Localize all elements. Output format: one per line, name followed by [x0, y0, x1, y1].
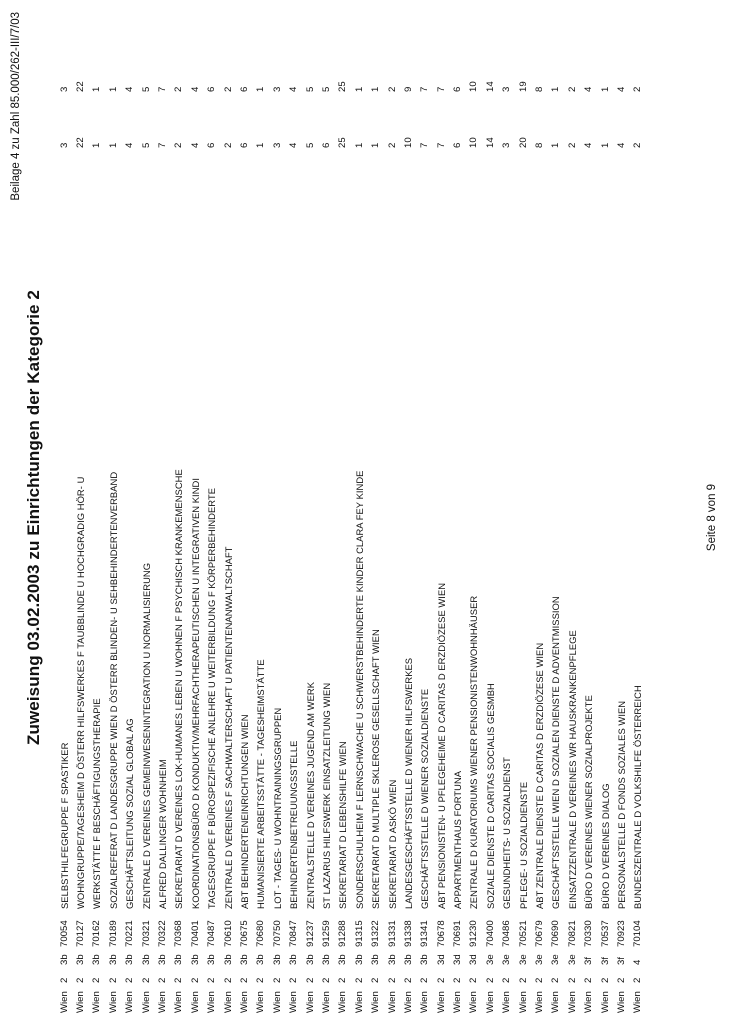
cell-category: 2 — [75, 977, 87, 983]
cell-number: 70610 — [222, 920, 234, 947]
cell-value-1: 2 — [566, 142, 578, 148]
cell-location: Wien — [271, 991, 283, 1013]
cell-value-2: 2 — [173, 86, 185, 92]
cell-number: 70923 — [615, 920, 627, 947]
cell-category: 2 — [517, 977, 529, 983]
cell-category: 2 — [534, 977, 546, 983]
cell-category: 2 — [238, 977, 250, 983]
cell-institution-name: ALFRED DALLINGER WOHNHEIM — [157, 759, 169, 909]
cell-category: 2 — [271, 977, 283, 983]
cell-category: 2 — [484, 977, 496, 983]
cell-category: 2 — [353, 977, 365, 983]
cell-value-2: 3 — [501, 86, 513, 92]
cell-category: 2 — [320, 977, 332, 983]
cell-value-1: 1 — [599, 142, 611, 148]
cell-value-2: 10 — [468, 81, 480, 92]
cell-institution-name: GESCHÄFTSSTELLE WIEN D SOZIALEN DIENSTE D ADVENTMISSION — [550, 596, 562, 909]
cell-category: 2 — [583, 977, 595, 983]
cell-subcategory: 3b — [255, 954, 267, 965]
cell-value-1: 2 — [632, 142, 644, 148]
cell-value-2: 25 — [337, 81, 349, 92]
cell-subcategory: 3b — [288, 954, 300, 965]
cell-category: 2 — [91, 977, 103, 983]
cell-number: 91338 — [402, 920, 414, 947]
cell-location: Wien — [599, 991, 611, 1013]
cell-value-1: 3 — [501, 142, 513, 148]
cell-value-1: 14 — [484, 137, 496, 148]
cell-location: Wien — [255, 991, 267, 1013]
cell-location: Wien — [206, 991, 218, 1013]
cell-category: 2 — [222, 977, 234, 983]
cell-value-2: 2 — [386, 86, 398, 92]
cell-value-1: 1 — [550, 142, 562, 148]
cell-number: 70400 — [484, 920, 496, 947]
cell-institution-name: ZENTRALE D KURATORIUMS WIENER PENSIONISTENWOHNHÄUSER — [468, 595, 480, 909]
page-number: Seite 8 von 9 — [706, 483, 718, 552]
cell-institution-name: BUNDESZENTRALE D VOLKSHILFE ÖSTERREICH — [632, 685, 644, 909]
cell-category: 2 — [501, 977, 513, 983]
cell-value-1: 20 — [517, 137, 529, 148]
cell-number: 70821 — [566, 920, 578, 947]
cell-category: 2 — [468, 977, 480, 983]
cell-value-1: 5 — [140, 142, 152, 148]
cell-subcategory: 3e — [566, 954, 578, 965]
cell-location: Wien — [386, 991, 398, 1013]
table-row — [154, 52, 170, 1013]
cell-value-1: 10 — [468, 137, 480, 148]
cell-subcategory: 3b — [124, 954, 136, 965]
cell-location: Wien — [320, 991, 332, 1013]
table-row — [105, 52, 121, 1013]
cell-institution-name: BEHINDERTENBETREUUNGSSTELLE — [288, 740, 300, 909]
table-row — [122, 52, 138, 1013]
cell-number: 70162 — [91, 920, 103, 947]
cell-location: Wien — [615, 991, 627, 1013]
table-row — [400, 52, 416, 1013]
cell-number: 70750 — [271, 920, 283, 947]
cell-value-1: 1 — [107, 142, 119, 148]
cell-value-1: 25 — [337, 137, 349, 148]
cell-subcategory: 3b — [370, 954, 382, 965]
cell-location: Wien — [173, 991, 185, 1013]
table-row — [187, 52, 203, 1013]
table-row — [597, 52, 613, 1013]
cell-value-1: 7 — [157, 142, 169, 148]
cell-value-1: 4 — [124, 142, 136, 148]
cell-number: 70680 — [255, 920, 267, 947]
cell-category: 2 — [107, 977, 119, 983]
cell-subcategory: 3b — [386, 954, 398, 965]
cell-number: 70322 — [157, 920, 169, 947]
cell-value-1: 4 — [615, 142, 627, 148]
cell-number: 91331 — [386, 920, 398, 947]
cell-subcategory: 3b — [238, 954, 250, 965]
cell-location: Wien — [91, 991, 103, 1013]
cell-institution-name: SEKRETARIAT D LEBENSHILFE WIEN — [337, 741, 349, 909]
cell-location: Wien — [238, 991, 250, 1013]
cell-category: 2 — [599, 977, 611, 983]
cell-institution-name: ZENTRALSTELLE D VEREINES JUGEND AM WERK — [304, 682, 316, 909]
cell-value-2: 4 — [583, 86, 595, 92]
cell-subcategory: 3e — [484, 954, 496, 965]
cell-category: 2 — [419, 977, 431, 983]
cell-location: Wien — [157, 991, 169, 1013]
table-row — [351, 52, 367, 1013]
table-row — [285, 52, 301, 1013]
cell-value-2: 2 — [566, 86, 578, 92]
cell-value-2: 14 — [484, 81, 496, 92]
cell-location: Wien — [124, 991, 136, 1013]
cell-institution-name: ABT PENSIONISTEN- U PFLEGEHEIME D CARITAS D ERZDIÖZESE WIEN — [435, 582, 447, 909]
cell-value-2: 8 — [534, 86, 546, 92]
cell-value-2: 1 — [353, 86, 365, 92]
cell-subcategory: 3b — [75, 954, 87, 965]
cell-category: 2 — [337, 977, 349, 983]
cell-value-2: 4 — [124, 86, 136, 92]
cell-subcategory: 3d — [452, 954, 464, 965]
cell-value-2: 7 — [419, 86, 431, 92]
cell-subcategory: 3f — [615, 956, 627, 965]
cell-location: Wien — [222, 991, 234, 1013]
table-row — [72, 52, 88, 1013]
cell-value-2: 6 — [452, 86, 464, 92]
cell-value-1: 7 — [435, 142, 447, 148]
cell-value-1: 10 — [402, 137, 414, 148]
cell-category: 2 — [124, 977, 136, 983]
cell-location: Wien — [435, 991, 447, 1013]
cell-value-2: 4 — [288, 86, 300, 92]
cell-subcategory: 3b — [189, 954, 201, 965]
table-row — [269, 52, 285, 1013]
cell-value-2: 1 — [107, 86, 119, 92]
cell-subcategory: 3e — [517, 954, 529, 965]
cell-institution-name: SEKRETARIAT D VEREINES LOK-HUMANES LEBEN U WOHNEN F PSYCHISCH KRANKEMENSCHE — [173, 469, 185, 909]
cell-institution-name: SOZIALREFERAT D LANDESGRUPPE WIEN D ÖSTERR BLINDEN- U SEHBEHINDERTENVERBAND — [107, 471, 119, 909]
table-row — [613, 52, 629, 1013]
cell-number: 70330 — [583, 920, 595, 947]
cell-institution-name: SOZIALE DIENSTE D CARITAS SOCIALIS GESMBH — [484, 683, 496, 909]
cell-value-1: 2 — [386, 142, 398, 148]
cell-value-1: 4 — [583, 142, 595, 148]
cell-institution-name: ABT ZENTRALE DIENSTE D CARITAS D ERZDIÖZESE WIEN — [534, 642, 546, 909]
table-row — [89, 52, 105, 1013]
cell-subcategory: 3b — [419, 954, 431, 965]
cell-institution-name: PFLEGE- U SOZIALDIENSTE — [517, 781, 529, 909]
cell-institution-name: GESCHÄFTSLEITUNG SOZIAL GLOBAL AG — [124, 718, 136, 909]
cell-number: 70368 — [173, 920, 185, 947]
cell-value-2: 4 — [189, 86, 201, 92]
cell-location: Wien — [550, 991, 562, 1013]
cell-value-2: 6 — [206, 86, 218, 92]
table-row — [417, 52, 433, 1013]
cell-value-1: 6 — [238, 142, 250, 148]
cell-institution-name: WERKSTÄTTE F BESCHÄFTIGUNGSTHERAPIE — [91, 698, 103, 909]
table-row — [318, 52, 334, 1013]
table-row — [499, 52, 515, 1013]
cell-location: Wien — [58, 991, 70, 1013]
cell-location: Wien — [632, 991, 644, 1013]
cell-category: 2 — [58, 977, 70, 983]
table-row — [220, 52, 236, 1013]
cell-number: 70487 — [206, 920, 218, 947]
cell-value-1: 3 — [271, 142, 283, 148]
cell-location: Wien — [288, 991, 300, 1013]
cell-subcategory: 3e — [534, 954, 546, 965]
cell-location: Wien — [337, 991, 349, 1013]
cell-category: 2 — [566, 977, 578, 983]
cell-location: Wien — [75, 991, 87, 1013]
cell-number: 91237 — [304, 920, 316, 947]
cell-location: Wien — [402, 991, 414, 1013]
cell-value-2: 1 — [370, 86, 382, 92]
cell-subcategory: 3b — [173, 954, 185, 965]
cell-location: Wien — [189, 991, 201, 1013]
cell-value-1: 1 — [353, 142, 365, 148]
cell-subcategory: 3b — [222, 954, 234, 965]
cell-value-1: 5 — [304, 142, 316, 148]
cell-category: 2 — [304, 977, 316, 983]
cell-number: 70537 — [599, 920, 611, 947]
cell-value-2: 9 — [402, 86, 414, 92]
cell-number: 70189 — [107, 920, 119, 947]
cell-value-2: 2 — [222, 86, 234, 92]
cell-subcategory: 4 — [632, 959, 644, 965]
cell-subcategory: 3e — [550, 954, 562, 965]
table-row — [253, 52, 269, 1013]
cell-subcategory: 3f — [599, 956, 611, 965]
cell-value-2: 4 — [615, 86, 627, 92]
cell-subcategory: 3b — [304, 954, 316, 965]
cell-number: 91230 — [468, 920, 480, 947]
cell-category: 2 — [173, 977, 185, 983]
cell-value-2: 6 — [238, 86, 250, 92]
table-row — [335, 52, 351, 1013]
cell-subcategory: 3b — [402, 954, 414, 965]
cell-value-2: 7 — [157, 86, 169, 92]
cell-number: 91341 — [419, 920, 431, 947]
cell-value-1: 6 — [206, 142, 218, 148]
cell-category: 2 — [189, 977, 201, 983]
cell-location: Wien — [304, 991, 316, 1013]
cell-number: 91288 — [337, 920, 349, 947]
cell-location: Wien — [501, 991, 513, 1013]
cell-category: 2 — [288, 977, 300, 983]
table-row — [515, 52, 531, 1013]
cell-location: Wien — [452, 991, 464, 1013]
cell-institution-name: TAGESGRUPPE F BÜROSPEZIFISCHE ANLEHRE U WEITERBILDUNG F KÖRPERBEHINDERTE — [206, 487, 218, 909]
cell-subcategory: 3b — [107, 954, 119, 965]
cell-institution-name: SELBSTHILFEGRUPPE F SPASTIKER — [58, 742, 70, 909]
cell-location: Wien — [107, 991, 119, 1013]
table-row — [171, 52, 187, 1013]
table-row — [204, 52, 220, 1013]
cell-number: 70104 — [632, 920, 644, 947]
cell-institution-name: SEKRETARIAT D ASKÖ WIEN — [386, 779, 398, 909]
cell-institution-name: PERSONALSTELLE D FONDS SOZIALES WIEN — [615, 700, 627, 909]
cell-value-2: 1 — [550, 86, 562, 92]
cell-number: 70127 — [75, 920, 87, 947]
cell-category: 2 — [206, 977, 218, 983]
cell-institution-name: HUMANISIERTE ARBEITSSTÄTTE - TAGESHEIMSTÄTTE — [255, 659, 267, 909]
cell-value-1: 8 — [534, 142, 546, 148]
table-row — [581, 52, 597, 1013]
cell-location: Wien — [353, 991, 365, 1013]
table-row — [449, 52, 465, 1013]
cell-category: 2 — [632, 977, 644, 983]
cell-subcategory: 3b — [337, 954, 349, 965]
table-row — [236, 52, 252, 1013]
cell-location: Wien — [468, 991, 480, 1013]
cell-institution-name: APPARTMENTHAUS FORTUNA — [452, 770, 464, 909]
cell-value-1: 2 — [173, 142, 185, 148]
cell-category: 2 — [255, 977, 267, 983]
cell-value-1: 4 — [189, 142, 201, 148]
cell-value-2: 19 — [517, 81, 529, 92]
cell-institution-name: BÜRO D VEREINES WIENER SOZIALPROJEKTE — [583, 695, 595, 909]
table-row — [531, 52, 547, 1013]
table-row — [564, 52, 580, 1013]
cell-institution-name: ST LAZARUS HILFSWERK EINSATZLEITUNG WIEN — [320, 682, 332, 909]
cell-institution-name: SONDERSCHULHEIM F LERNSCHWACHE U SCHWERSTBEHINDERTE KINDER CLARA FEY KINDE — [353, 470, 365, 909]
cell-number: 70486 — [501, 920, 513, 947]
cell-value-2: 5 — [320, 86, 332, 92]
cell-number: 70679 — [534, 920, 546, 947]
cell-institution-name: ZENTRALE D VEREINES F SACHWALTERSCHAFT U PATIENTENANWALTSCHAFT — [222, 546, 234, 909]
cell-subcategory: 3b — [271, 954, 283, 965]
cell-institution-name: GESCHÄFTSSTELLE D WIENER SOZIALDIENSTE — [419, 688, 431, 909]
cell-number: 70675 — [238, 920, 250, 947]
cell-value-1: 4 — [288, 142, 300, 148]
cell-subcategory: 3d — [435, 954, 447, 965]
cell-value-2: 3 — [271, 86, 283, 92]
cell-number: 70221 — [124, 920, 136, 947]
allocation-table — [56, 52, 646, 1013]
cell-location: Wien — [583, 991, 595, 1013]
cell-subcategory: 3b — [353, 954, 365, 965]
cell-location: Wien — [534, 991, 546, 1013]
cell-subcategory: 3d — [468, 954, 480, 965]
cell-number: 91315 — [353, 920, 365, 947]
cell-subcategory: 3b — [140, 954, 152, 965]
cell-category: 2 — [140, 977, 152, 983]
cell-category: 2 — [452, 977, 464, 983]
cell-subcategory: 3b — [91, 954, 103, 965]
cell-number: 70847 — [288, 920, 300, 947]
cell-institution-name: GESUNDHEITS- U SOZIALDIENST — [501, 757, 513, 909]
cell-value-1: 7 — [419, 142, 431, 148]
cell-number: 70521 — [517, 920, 529, 947]
table-row — [367, 52, 383, 1013]
cell-number: 91322 — [370, 920, 382, 947]
cell-subcategory: 3b — [157, 954, 169, 965]
table-row — [302, 52, 318, 1013]
cell-category: 2 — [550, 977, 562, 983]
cell-location: Wien — [566, 991, 578, 1013]
cell-category: 2 — [157, 977, 169, 983]
cell-value-1: 1 — [370, 142, 382, 148]
cell-location: Wien — [419, 991, 431, 1013]
cell-location: Wien — [370, 991, 382, 1013]
cell-value-2: 7 — [435, 86, 447, 92]
cell-subcategory: 3f — [583, 956, 595, 965]
table-row — [548, 52, 564, 1013]
cell-value-2: 1 — [255, 86, 267, 92]
cell-category: 2 — [615, 977, 627, 983]
cell-institution-name: LOT - TAGES- U WOHNTRAININGSGRUPPEN — [271, 707, 283, 909]
cell-value-1: 6 — [320, 142, 332, 148]
cell-category: 2 — [370, 977, 382, 983]
cell-number: 91259 — [320, 920, 332, 947]
cell-number: 70691 — [452, 920, 464, 947]
cell-institution-name: BÜRO D VEREINES DIALOG — [599, 783, 611, 909]
cell-value-2: 2 — [632, 86, 644, 92]
cell-location: Wien — [484, 991, 496, 1013]
cell-value-1: 1 — [255, 142, 267, 148]
table-row — [138, 52, 154, 1013]
cell-category: 2 — [402, 977, 414, 983]
cell-value-1: 6 — [452, 142, 464, 148]
page-title: Zuweisung 03.02.2003 zu Einrichtungen der Kategorie 2 — [24, 290, 43, 745]
cell-value-2: 5 — [140, 86, 152, 92]
table-row — [466, 52, 482, 1013]
cell-subcategory: 3b — [206, 954, 218, 965]
cell-category: 2 — [435, 977, 447, 983]
table-row — [482, 52, 498, 1013]
cell-institution-name: ABT BEHINDERTENEINRICHTUNGEN WIEN — [238, 714, 250, 909]
cell-value-2: 1 — [599, 86, 611, 92]
table-row — [56, 52, 72, 1013]
cell-subcategory: 3b — [58, 954, 70, 965]
table-row — [630, 52, 646, 1013]
cell-number: 70678 — [435, 920, 447, 947]
cell-category: 2 — [386, 977, 398, 983]
cell-institution-name: SEKRETARIAT D MULTIPLE SKLEROSE GESELLSCHAFT WIEN — [370, 629, 382, 909]
cell-location: Wien — [140, 991, 152, 1013]
cell-institution-name: KOORDINATIONSBÜRO D KONDUKTIV/MEHRFACHTHERAPEUTISCHEN U INTEGRATIVEN KINDI — [189, 478, 201, 909]
cell-institution-name: LANDESGESCHÄFTSSTELLE D WIENER HILFSWERKES — [402, 657, 414, 909]
cell-value-2: 1 — [91, 86, 103, 92]
cell-institution-name: EINSATZZENTRALE D VEREINES WR HAUSKRANKENPFLEGE — [566, 630, 578, 909]
attachment-reference: Beilage 4 zu Zahl 85.000/262-III/7/03 — [10, 12, 22, 201]
cell-institution-name: WOHNGRUPPE/TAGESHEIM D ÖSTERR HILFSWERKES F TAUBBLINDE U HOCHGRADIG HÖR- U — [75, 476, 87, 909]
table-row — [384, 52, 400, 1013]
cell-subcategory: 3e — [501, 954, 513, 965]
cell-value-1: 22 — [75, 137, 87, 148]
cell-value-1: 3 — [58, 142, 70, 148]
cell-subcategory: 3b — [320, 954, 332, 965]
cell-value-2: 3 — [58, 86, 70, 92]
cell-value-1: 2 — [222, 142, 234, 148]
cell-number: 70401 — [189, 920, 201, 947]
table-row — [433, 52, 449, 1013]
cell-value-2: 5 — [304, 86, 316, 92]
cell-number: 70690 — [550, 920, 562, 947]
cell-number: 70321 — [140, 920, 152, 947]
cell-number: 70054 — [58, 920, 70, 947]
cell-value-1: 1 — [91, 142, 103, 148]
cell-location: Wien — [517, 991, 529, 1013]
cell-value-2: 22 — [75, 81, 87, 92]
cell-institution-name: ZENTRALE D VEREINES GEMEINWESENINTEGRATION U NORMALISIERUNG — [140, 562, 152, 909]
